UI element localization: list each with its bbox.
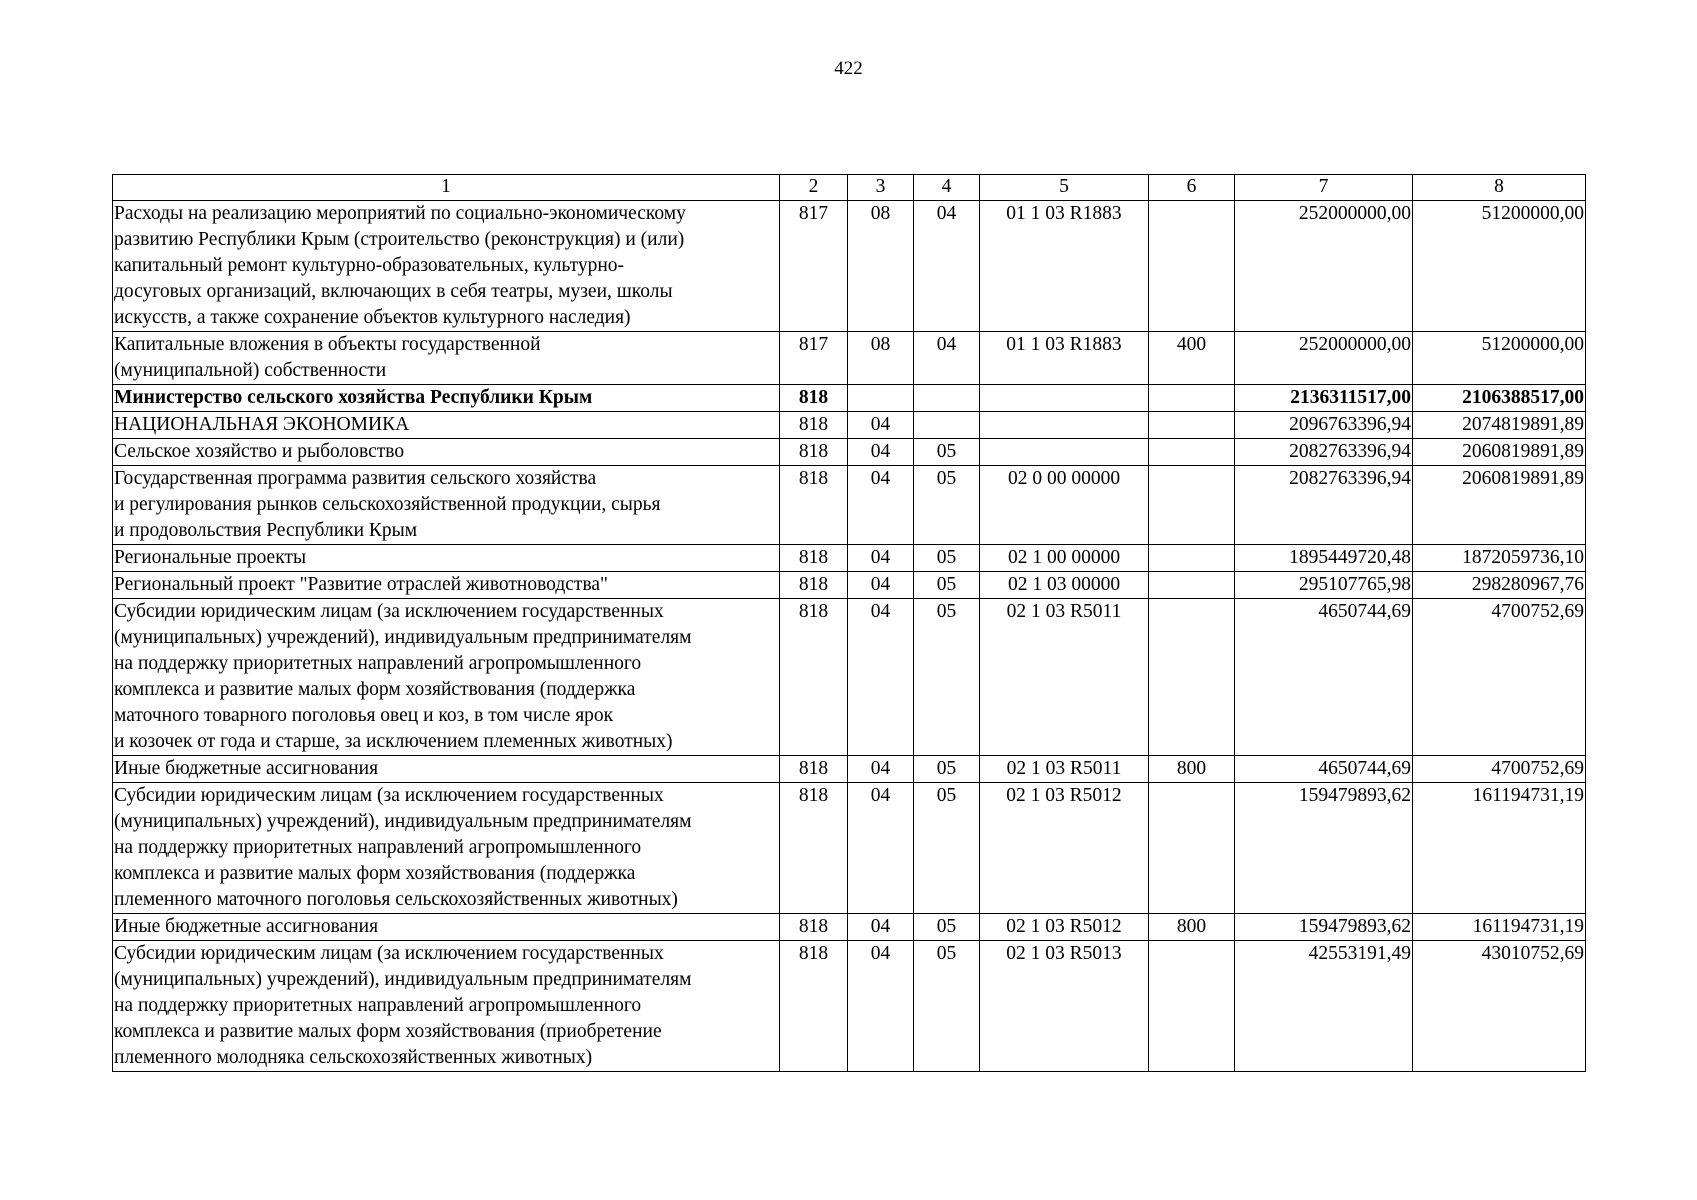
row-grbs-code: 818 (780, 412, 848, 439)
row-amount-year-1: 159479893,62 (1235, 914, 1413, 941)
table-row (113, 385, 1586, 412)
row-grbs-code: 818 (780, 385, 848, 412)
row-amount-year-2: 4700752,69 (1413, 599, 1586, 756)
row-amount-year-2: 2060819891,89 (1413, 439, 1586, 466)
col-header-5: 5 (980, 175, 1149, 201)
table-row (113, 941, 1586, 1072)
row-name: Иные бюджетные ассигнования (113, 914, 780, 941)
row-name: Иные бюджетные ассигнования (113, 756, 780, 783)
row-grbs-code: 818 (780, 439, 848, 466)
header-row (113, 175, 1586, 201)
col-header-7: 7 (1235, 175, 1413, 201)
row-target-code (980, 412, 1149, 439)
row-expense-type-code: 400 (1149, 332, 1235, 385)
col-header-2: 2 (780, 175, 848, 201)
row-expense-type-code (1149, 941, 1235, 1072)
row-grbs-code: 818 (780, 599, 848, 756)
table-body (113, 201, 1586, 1072)
row-subsection-code: 05 (914, 941, 980, 1072)
row-name: Субсидии юридическим лицам (за исключением государственных (муниципальных) учреждений), индивидуальным предпринимателям на поддержку приоритетных направлений агропромышленного комплекса и развитие малых форм хозяйствования (поддержка племенного маточного поголовья сельскохозяйственных животных) (113, 783, 780, 914)
row-amount-year-2: 51200000,00 (1413, 201, 1586, 332)
row-name: Капитальные вложения в объекты государственной (муниципальной) собственности (113, 332, 780, 385)
col-header-4: 4 (914, 175, 980, 201)
row-amount-year-2: 161194731,19 (1413, 914, 1586, 941)
row-amount-year-1: 252000000,00 (1235, 201, 1413, 332)
row-target-code (980, 385, 1149, 412)
row-target-code: 02 1 03 R5013 (980, 941, 1149, 1072)
row-grbs-code: 818 (780, 572, 848, 599)
row-subsection-code: 05 (914, 599, 980, 756)
row-expense-type-code (1149, 572, 1235, 599)
row-target-code (980, 439, 1149, 466)
row-subsection-code (914, 412, 980, 439)
col-header-1: 1 (113, 175, 780, 201)
row-section-code: 04 (848, 914, 914, 941)
row-name: Субсидии юридическим лицам (за исключением государственных (муниципальных) учреждений), индивидуальным предпринимателям на поддержку приоритетных направлений агропромышленного комплекса и развитие малых форм хозяйствования (поддержка маточного товарного поголовья овец и коз, в том числе ярок и козочек от года и старше, за исключением племенных животных) (113, 599, 780, 756)
row-subsection-code: 04 (914, 201, 980, 332)
row-section-code: 04 (848, 941, 914, 1072)
row-amount-year-1: 2096763396,94 (1235, 412, 1413, 439)
row-target-code: 02 1 03 R5012 (980, 783, 1149, 914)
row-amount-year-2: 161194731,19 (1413, 783, 1586, 914)
row-amount-year-2: 1872059736,10 (1413, 545, 1586, 572)
table-row (113, 914, 1586, 941)
row-amount-year-1: 4650744,69 (1235, 756, 1413, 783)
row-expense-type-code (1149, 412, 1235, 439)
row-section-code: 04 (848, 783, 914, 914)
row-name: Субсидии юридическим лицам (за исключением государственных (муниципальных) учреждений), индивидуальным предпринимателям на поддержку приоритетных направлений агропромышленного комплекса и развитие малых форм хозяйствования (приобретение племенного молодняка сельскохозяйственных животных) (113, 941, 780, 1072)
page-number: 422 (834, 58, 863, 79)
row-grbs-code: 818 (780, 545, 848, 572)
table-row (113, 572, 1586, 599)
row-name: Расходы на реализацию мероприятий по социально-экономическому развитию Республики Крым (строительство (реконструкция) и (или) капитальный ремонт культурно-образовательных, культурно- досуговых организаций, включающих в себя театры, музеи, школы искусств, а также сохранение объектов культурного наследия) (113, 201, 780, 332)
col-header-8: 8 (1413, 175, 1586, 201)
row-target-code: 01 1 03 R1883 (980, 201, 1149, 332)
row-amount-year-2: 51200000,00 (1413, 332, 1586, 385)
row-section-code: 04 (848, 466, 914, 545)
row-name: Государственная программа развития сельского хозяйства и регулирования рынков сельскохозяйственной продукции, сырья и продовольствия Республики Крым (113, 466, 780, 545)
row-subsection-code: 04 (914, 332, 980, 385)
table-row (113, 412, 1586, 439)
row-section-code: 04 (848, 545, 914, 572)
row-grbs-code: 818 (780, 756, 848, 783)
row-subsection-code: 05 (914, 783, 980, 914)
row-target-code: 02 1 03 00000 (980, 572, 1149, 599)
row-expense-type-code (1149, 201, 1235, 332)
row-amount-year-1: 2082763396,94 (1235, 439, 1413, 466)
row-grbs-code: 817 (780, 201, 848, 332)
table-row (113, 439, 1586, 466)
row-expense-type-code (1149, 599, 1235, 756)
row-subsection-code (914, 385, 980, 412)
table-row (113, 201, 1586, 332)
row-grbs-code: 817 (780, 332, 848, 385)
row-amount-year-1: 42553191,49 (1235, 941, 1413, 1072)
row-grbs-code: 818 (780, 783, 848, 914)
row-subsection-code: 05 (914, 545, 980, 572)
row-amount-year-1: 4650744,69 (1235, 599, 1413, 756)
col-header-3: 3 (848, 175, 914, 201)
row-amount-year-1: 159479893,62 (1235, 783, 1413, 914)
row-subsection-code: 05 (914, 756, 980, 783)
row-name: Региональный проект "Развитие отраслей животноводства" (113, 572, 780, 599)
row-target-code: 01 1 03 R1883 (980, 332, 1149, 385)
table-row (113, 332, 1586, 385)
row-expense-type-code (1149, 439, 1235, 466)
row-grbs-code: 818 (780, 941, 848, 1072)
row-subsection-code: 05 (914, 439, 980, 466)
row-name: НАЦИОНАЛЬНАЯ ЭКОНОМИКА (113, 412, 780, 439)
row-expense-type-code (1149, 385, 1235, 412)
row-section-code: 08 (848, 201, 914, 332)
row-section-code: 08 (848, 332, 914, 385)
row-target-code: 02 1 03 R5011 (980, 756, 1149, 783)
row-grbs-code: 818 (780, 466, 848, 545)
row-subsection-code: 05 (914, 572, 980, 599)
row-amount-year-2: 43010752,69 (1413, 941, 1586, 1072)
row-amount-year-2: 2074819891,89 (1413, 412, 1586, 439)
row-expense-type-code: 800 (1149, 756, 1235, 783)
budget-table (112, 174, 1586, 1072)
row-amount-year-2: 2106388517,00 (1413, 385, 1586, 412)
table-row (113, 545, 1586, 572)
row-target-code: 02 0 00 00000 (980, 466, 1149, 545)
row-name: Министерство сельского хозяйства Республики Крым (113, 385, 780, 412)
row-amount-year-1: 295107765,98 (1235, 572, 1413, 599)
row-section-code: 04 (848, 412, 914, 439)
table-row (113, 756, 1586, 783)
row-name: Региональные проекты (113, 545, 780, 572)
row-amount-year-1: 2136311517,00 (1235, 385, 1413, 412)
row-amount-year-1: 2082763396,94 (1235, 466, 1413, 545)
col-header-6: 6 (1149, 175, 1235, 201)
row-subsection-code: 05 (914, 466, 980, 545)
row-expense-type-code (1149, 466, 1235, 545)
row-amount-year-1: 252000000,00 (1235, 332, 1413, 385)
table-row (113, 783, 1586, 914)
row-section-code: 04 (848, 756, 914, 783)
row-expense-type-code: 800 (1149, 914, 1235, 941)
row-expense-type-code (1149, 783, 1235, 914)
row-target-code: 02 1 00 00000 (980, 545, 1149, 572)
row-target-code: 02 1 03 R5012 (980, 914, 1149, 941)
row-amount-year-2: 298280967,76 (1413, 572, 1586, 599)
table-row (113, 599, 1586, 756)
row-expense-type-code (1149, 545, 1235, 572)
row-section-code: 04 (848, 572, 914, 599)
row-grbs-code: 818 (780, 914, 848, 941)
table-row (113, 466, 1586, 545)
row-section-code (848, 385, 914, 412)
row-amount-year-1: 1895449720,48 (1235, 545, 1413, 572)
row-subsection-code: 05 (914, 914, 980, 941)
row-section-code: 04 (848, 599, 914, 756)
row-section-code: 04 (848, 439, 914, 466)
row-amount-year-2: 4700752,69 (1413, 756, 1586, 783)
row-target-code: 02 1 03 R5011 (980, 599, 1149, 756)
row-amount-year-2: 2060819891,89 (1413, 466, 1586, 545)
row-name: Сельское хозяйство и рыболовство (113, 439, 780, 466)
